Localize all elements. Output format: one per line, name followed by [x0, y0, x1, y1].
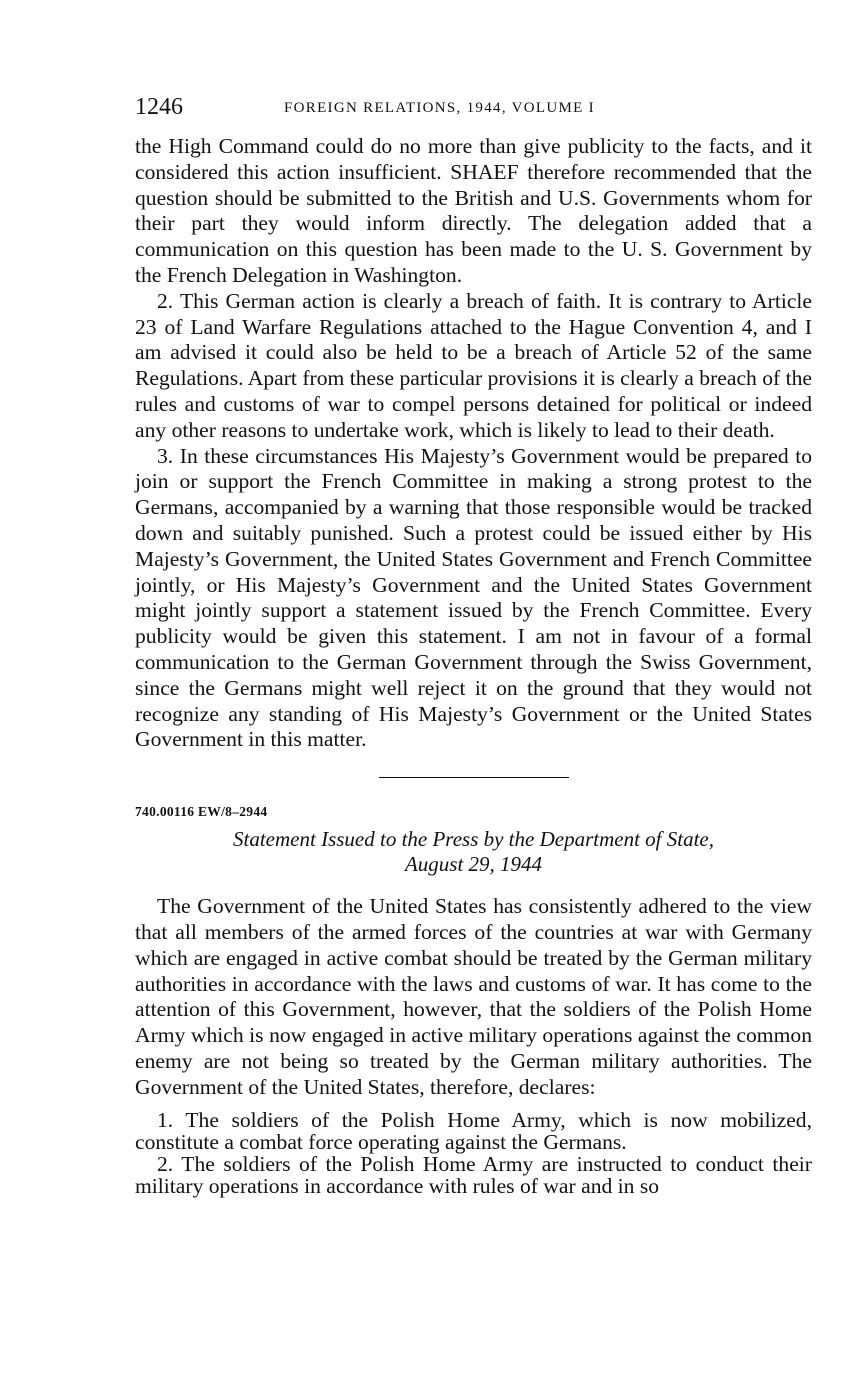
paragraph-continuation: the High Command could do no more than give publicity to the facts, and it considered this action insufficient. SHAEF therefore recommended that the question should be submitted to the British and U.S. Governments whom for their part they would inform directly. The delegation added that a communication on this question has been made to the U. S. Government by the French Delegation in Washington.: [135, 134, 812, 287]
document-title-line-2: August 29, 1944: [404, 852, 543, 877]
running-title: FOREIGN RELATIONS, 1944, VOLUME I: [284, 100, 595, 116]
paragraph-3: 3. In these circumstances His Majesty’s Government would be prepared to join or support the French Committee in making a strong protest to the Germans, accompanied by a warning that those responsible would be tracked down and suitably punished. Such a protest could be issued either by His Majesty’s Government, the United States Government and French Committee jointly, or His Majesty’s Government and the United States Government might jointly support a statement issued by the French Committee. Every publicity would be given this statement. I am not in favour of a formal communication to the German Government through the Swiss Government, since the Germans might well reject it on the ground that they would not recognize any standing of His Majesty’s Government or the United States Government in this matter.: [135, 443, 812, 752]
document-title: [135, 827, 812, 877]
document-title-line-1: Statement Issued to the Press by the Department of State,: [233, 827, 714, 852]
file-number: 740.00116 EW/8–2944: [135, 804, 268, 820]
declaration-item-2: 2. The soldiers of the Polish Home Army are instructed to conduct their military operations in accordance with rules of war and in so: [135, 1151, 812, 1198]
statement-intro: The Government of the United States has consistently adhered to the view that all members of the armed forces of the countries at war with Germany which are engaged in active combat should be treated by the German military authorities in accordance with the laws and customs of war. It has come to the attention of this Government, however, that the soldiers of the Polish Home Army which is now engaged in active military operations against the common enemy are not being so treated by the German military authorities. The Government of the United States, therefore, declares:: [135, 894, 812, 1099]
declaration-item-1: 1. The soldiers of the Polish Home Army, which is now mobilized, constitute a combat force operating against the Germans.: [135, 1107, 812, 1154]
paragraph-2: 2. This German action is clearly a breach of faith. It is contrary to Article 23 of Land Warfare Regulations attached to the Hague Convention 4, and I am advised it could also be held to be a breach of Article 52 of the same Regulations. Apart from these particular provisions it is clearly a breach of the rules and customs of war to compel persons detained for political or indeed any other reasons to undertake work, which is likely to lead to their death.: [135, 288, 812, 442]
statement-text: [135, 894, 812, 1100]
document-page: [135, 92, 812, 1197]
running-header: [135, 92, 812, 124]
declaration-list: [135, 1109, 812, 1197]
body-text: [135, 134, 812, 753]
section-divider: [379, 777, 569, 778]
page-number: 1246: [135, 94, 183, 120]
